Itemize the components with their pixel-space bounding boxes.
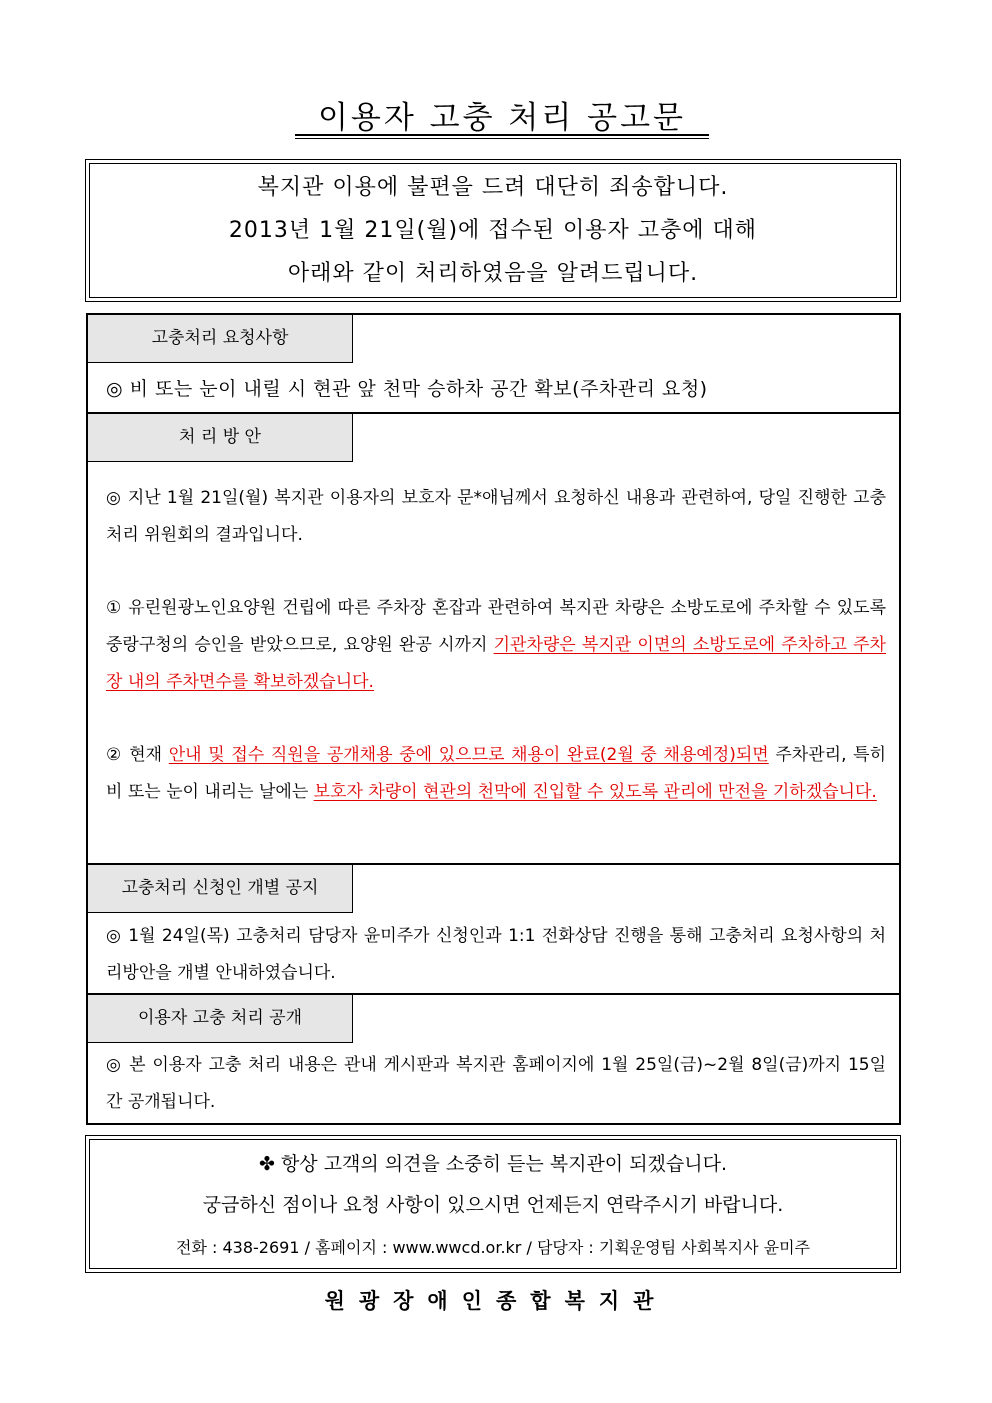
- plan-item-1-highlight: 기관차량은 복지관 이면의 소방도로에 주차하고 주차장 내의 주차면수를 확보하겠습니다.: [106, 635, 886, 692]
- disclosure-mark: ◎: [106, 1055, 123, 1075]
- intro-line-2: 2013년 1월 21일(월)에 접수된 이용자 고충에 대해: [228, 218, 758, 243]
- footer-line-2: 궁금하신 점이나 요청 사항이 있으시면 언제든지 연락주시기 바랍니다.: [202, 1194, 784, 1216]
- footer-box: [85, 1135, 901, 1273]
- notice-text: 1월 24일(목) 고충처리 담당자 윤미주가 신청인과 1:1 전화상담 진행을 통해 고충처리 요청사항의 처리방안을 개별 안내하였습니다.: [106, 926, 886, 983]
- plan-item-1-text: ① 유린원광노인요양원 건립에 따른 주차장 혼잡과 관련하여 복지관 차량은 소방도로에 주차할 수 있도록 중랑구청의 승인을 받았으므로, 요양원 완공 시까지: [106, 598, 886, 655]
- disclosure-text: 본 이용자 고충 처리 내용은 관내 게시판과 복지관 홈페이지에 1월 25일(금)~2월 8일(금)까지 15일 간 공개됩니다.: [106, 1055, 886, 1112]
- disclosure-paragraph: [106, 1047, 886, 1121]
- title-underline: [295, 134, 709, 136]
- plan-item-1: [106, 590, 886, 701]
- plan-item-2-text-a: ② 현재: [106, 745, 169, 765]
- request-section-label: 고충처리 요청사항: [88, 315, 353, 363]
- notice-mark: ◎: [106, 926, 122, 946]
- intro-box: [85, 159, 901, 302]
- plan-item-2-highlight-b: 보호자 차량이 현관의 천막에 진입할 수 있도록 관리에 만전을 기하겠습니다.: [313, 782, 877, 802]
- footer-line-1: ✤ 항상 고객의 의견을 소중히 듣는 복지관이 되겠습니다.: [258, 1153, 728, 1175]
- plan-section-label: 처 리 방 안: [88, 414, 353, 462]
- title-underline-double: [295, 138, 709, 139]
- disclosure-section-label: 이용자 고충 처리 공개: [88, 995, 353, 1043]
- request-text: ◎ 비 또는 눈이 내릴 시 현관 앞 천막 승하차 공간 확보(주차관리 요청): [106, 378, 708, 400]
- plan-item-2-text-b: 주차관리, 특히 비 또는 눈이 내리는 날에는: [106, 745, 886, 802]
- organization-name: 원광장애인종합복지관: [324, 1289, 668, 1313]
- plan-intro-mark: ◎: [106, 488, 122, 508]
- footer-contact-line: 전화 : 438-2691 / 홈페이지 : www.wwcd.or.kr / 담당자 : 기획운영팀 사회복지사 윤미주: [176, 1238, 810, 1257]
- plan-item-2: [106, 737, 886, 811]
- notice-paragraph: [106, 918, 886, 992]
- notice-section-label: 고충처리 신청인 개별 공지: [88, 865, 353, 913]
- plan-intro-text: 지난 1월 21일(월) 복지관 이용자의 보호자 문*애님께서 요청하신 내용과 관련하여, 당일 진행한 고충처리 위원회의 결과입니다.: [106, 488, 886, 545]
- plan-intro-paragraph: [106, 480, 886, 554]
- intro-line-1: 복지관 이용에 불편을 드려 대단히 죄송합니다.: [257, 175, 729, 200]
- content-table: [86, 313, 901, 1125]
- page-title: 이용자 고충 처리 공고문: [317, 100, 687, 136]
- plan-item-2-highlight-a: 안내 및 접수 직원을 공개채용 중에 있으므로 채용이 완료(2월 중 채용예정)되면: [168, 745, 769, 765]
- intro-line-3: 아래와 같이 처리하였음을 알려드립니다.: [287, 261, 699, 286]
